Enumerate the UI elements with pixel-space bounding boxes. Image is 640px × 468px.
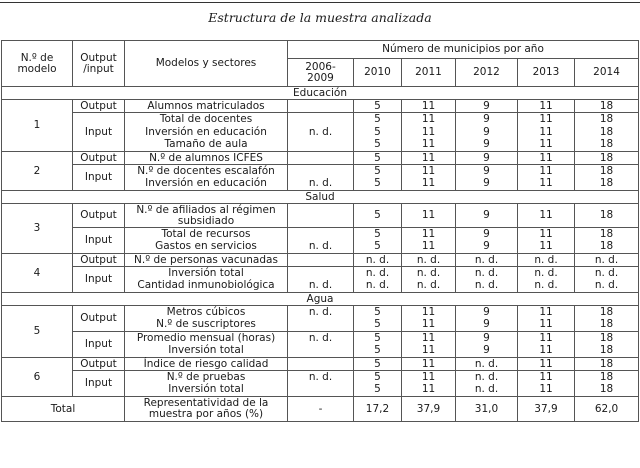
total-value: 31,0 — [456, 397, 518, 422]
model-number: 1 — [2, 100, 73, 152]
value-2013: 11 — [518, 228, 575, 241]
value-2012: 9 — [456, 113, 518, 126]
value-2012: 9 — [456, 126, 518, 139]
model-number: 4 — [2, 254, 73, 293]
value-2013: 11 — [518, 384, 575, 397]
value-2010: 5 — [354, 228, 402, 241]
total-value: - — [288, 397, 354, 422]
value-2011: 11 — [402, 139, 456, 152]
value-2006-2009 — [288, 204, 354, 228]
value-2012: 9 — [456, 178, 518, 191]
value-2014: 18 — [575, 228, 639, 241]
value-2014: n. d. — [575, 267, 639, 280]
value-2012: 9 — [456, 152, 518, 165]
value-2010: 5 — [354, 126, 402, 139]
value-2014: 18 — [575, 241, 639, 254]
value-2014: 18 — [575, 178, 639, 191]
value-2006-2009 — [288, 228, 354, 241]
section-row — [2, 191, 639, 204]
value-2014: 18 — [575, 358, 639, 371]
indicator-label: Metros cúbicos — [125, 306, 288, 319]
indicator-label: Inversión en educación — [125, 178, 288, 191]
value-2011: 11 — [402, 358, 456, 371]
table-caption: Estructura de la muestra analizada — [208, 10, 432, 25]
indicator-label: Tamaño de aula — [125, 139, 288, 152]
section-salud: Salud — [2, 191, 639, 204]
indicator-label: Inversión total — [125, 345, 288, 358]
value-2006-2009: n. d. — [288, 280, 354, 293]
header-output-input-line: Output — [80, 51, 117, 64]
value-2006-2009 — [288, 319, 354, 332]
value-2014: 18 — [575, 139, 639, 152]
value-2010: n. d. — [354, 280, 402, 293]
value-2012: 9 — [456, 204, 518, 228]
value-2014: 18 — [575, 165, 639, 178]
row-type: Output — [73, 254, 125, 267]
value-2011: 11 — [402, 165, 456, 178]
value-2013: 11 — [518, 345, 575, 358]
value-2010: 5 — [354, 139, 402, 152]
data-row — [2, 100, 639, 113]
value-2011: 11 — [402, 345, 456, 358]
value-2012: n. d. — [456, 384, 518, 397]
header-model-no-line: modelo — [17, 62, 57, 75]
value-2012: 9 — [456, 139, 518, 152]
indicator-label: Alumnos matriculados — [125, 100, 288, 113]
value-2006-2009: n. d. — [288, 332, 354, 345]
header-year: 2013 — [518, 59, 575, 87]
value-2013: 11 — [518, 306, 575, 319]
value-2011: 11 — [402, 241, 456, 254]
indicator-label: N.º de afiliados al régimen subsidiado — [125, 204, 288, 228]
value-2014: n. d. — [575, 254, 639, 267]
value-2010: 5 — [354, 100, 402, 113]
data-row — [2, 332, 639, 345]
value-2014: 18 — [575, 126, 639, 139]
value-2011: 11 — [402, 371, 456, 384]
value-2012: 9 — [456, 306, 518, 319]
value-2006-2009: n. d. — [288, 126, 354, 139]
indicator-label: Inversión total — [125, 384, 288, 397]
section-row — [2, 293, 639, 306]
value-2014: 18 — [575, 152, 639, 165]
value-2010: 5 — [354, 371, 402, 384]
value-2006-2009 — [288, 358, 354, 371]
value-2006-2009: n. d. — [288, 178, 354, 191]
header-year: 2011 — [402, 59, 456, 87]
indicator-label: Inversión total — [125, 267, 288, 280]
value-2011: 11 — [402, 319, 456, 332]
value-2013: 11 — [518, 126, 575, 139]
value-2013: 11 — [518, 358, 575, 371]
value-2006-2009 — [288, 254, 354, 267]
value-2014: n. d. — [575, 280, 639, 293]
header-model-no — [2, 41, 73, 87]
value-2011: 11 — [402, 204, 456, 228]
total-label: Total — [2, 397, 125, 422]
value-2006-2009 — [288, 113, 354, 126]
total-description: Representatividad de la muestra por años (%) — [125, 397, 288, 422]
value-2006-2009: n. d. — [288, 241, 354, 254]
value-2012: 9 — [456, 345, 518, 358]
value-2011: 11 — [402, 228, 456, 241]
value-2006-2009 — [288, 152, 354, 165]
value-2010: 5 — [354, 332, 402, 345]
header-year: 2010 — [354, 59, 402, 87]
value-2014: 18 — [575, 332, 639, 345]
value-2010: 5 — [354, 165, 402, 178]
value-2014: 18 — [575, 384, 639, 397]
header-row — [2, 41, 639, 59]
value-2013: 11 — [518, 371, 575, 384]
value-2011: 11 — [402, 152, 456, 165]
value-2011: 11 — [402, 100, 456, 113]
total-value: 37,9 — [402, 397, 456, 422]
data-row — [2, 113, 639, 126]
value-2012: n. d. — [456, 280, 518, 293]
value-2011: 11 — [402, 384, 456, 397]
row-type: Input — [73, 267, 125, 293]
sample-structure-table — [1, 40, 639, 422]
value-2010: 5 — [354, 358, 402, 371]
value-2013: 11 — [518, 113, 575, 126]
row-type: Output — [73, 358, 125, 371]
row-type: Output — [73, 152, 125, 165]
value-2011: 11 — [402, 113, 456, 126]
value-2013: 11 — [518, 152, 575, 165]
value-2013: 11 — [518, 139, 575, 152]
value-2013: 11 — [518, 178, 575, 191]
data-row — [2, 306, 639, 319]
value-2010: n. d. — [354, 254, 402, 267]
header-year: 2006- 2009 — [288, 59, 354, 87]
table-body — [2, 41, 639, 422]
indicator-label: Índice de riesgo calidad — [125, 358, 288, 371]
indicator-label: Cantidad inmunobiológica — [125, 280, 288, 293]
value-2006-2009 — [288, 384, 354, 397]
value-2012: 9 — [456, 319, 518, 332]
header-year: 2012 — [456, 59, 518, 87]
value-2014: 18 — [575, 371, 639, 384]
value-2012: 9 — [456, 228, 518, 241]
data-row — [2, 371, 639, 384]
value-2010: 5 — [354, 241, 402, 254]
value-2006-2009 — [288, 100, 354, 113]
data-row — [2, 267, 639, 280]
value-2011: 11 — [402, 306, 456, 319]
row-type: Output — [73, 306, 125, 332]
data-row — [2, 152, 639, 165]
header-output-input — [73, 41, 125, 87]
value-2010: 5 — [354, 178, 402, 191]
value-2013: 11 — [518, 241, 575, 254]
value-2013: n. d. — [518, 267, 575, 280]
row-type: Input — [73, 228, 125, 254]
value-2014: 18 — [575, 204, 639, 228]
header-models-sectors: Modelos y sectores — [125, 41, 288, 87]
section-agua: Agua — [2, 293, 639, 306]
section-educacion: Educación — [2, 87, 639, 100]
row-type: Output — [73, 204, 125, 228]
value-2006-2009 — [288, 139, 354, 152]
indicator-label: N.º de suscriptores — [125, 319, 288, 332]
model-number: 6 — [2, 358, 73, 397]
value-2010: n. d. — [354, 267, 402, 280]
data-row — [2, 228, 639, 241]
data-row — [2, 254, 639, 267]
data-row — [2, 165, 639, 178]
value-2010: 5 — [354, 306, 402, 319]
value-2014: 18 — [575, 306, 639, 319]
value-2010: 5 — [354, 384, 402, 397]
value-2011: n. d. — [402, 280, 456, 293]
total-value: 17,2 — [354, 397, 402, 422]
value-2006-2009 — [288, 165, 354, 178]
indicator-label: Gastos en servicios — [125, 241, 288, 254]
value-2012: n. d. — [456, 371, 518, 384]
value-2013: 11 — [518, 332, 575, 345]
row-type: Input — [73, 165, 125, 191]
value-2010: 5 — [354, 152, 402, 165]
indicator-label: N.º de personas vacunadas — [125, 254, 288, 267]
value-2012: 9 — [456, 332, 518, 345]
section-row — [2, 87, 639, 100]
value-2011: 11 — [402, 178, 456, 191]
row-type: Input — [73, 332, 125, 358]
indicator-label: N.º de alumnos ICFES — [125, 152, 288, 165]
value-2013: 11 — [518, 100, 575, 113]
top-rule — [0, 2, 640, 3]
indicator-label: Promedio mensual (horas) — [125, 332, 288, 345]
indicator-label: N.º de pruebas — [125, 371, 288, 384]
value-2011: n. d. — [402, 267, 456, 280]
value-2014: 18 — [575, 345, 639, 358]
value-2014: 18 — [575, 100, 639, 113]
row-type: Input — [73, 113, 125, 152]
value-2006-2009: n. d. — [288, 306, 354, 319]
value-2013: 11 — [518, 165, 575, 178]
value-2010: 5 — [354, 345, 402, 358]
value-2012: n. d. — [456, 267, 518, 280]
value-2012: 9 — [456, 100, 518, 113]
total-value: 62,0 — [575, 397, 639, 422]
value-2011: 11 — [402, 126, 456, 139]
value-2012: 9 — [456, 165, 518, 178]
value-2012: n. d. — [456, 358, 518, 371]
indicator-label: N.º de docentes escalafón — [125, 165, 288, 178]
value-2014: 18 — [575, 319, 639, 332]
header-municipalities: Número de municipios por año — [288, 41, 639, 59]
header-year: 2014 — [575, 59, 639, 87]
total-value: 37,9 — [518, 397, 575, 422]
value-2013: 11 — [518, 204, 575, 228]
value-2010: 5 — [354, 204, 402, 228]
model-number: 3 — [2, 204, 73, 254]
value-2012: n. d. — [456, 254, 518, 267]
value-2010: 5 — [354, 319, 402, 332]
value-2013: 11 — [518, 319, 575, 332]
row-type: Output — [73, 100, 125, 113]
value-2006-2009: n. d. — [288, 371, 354, 384]
model-number: 5 — [2, 306, 73, 358]
value-2013: n. d. — [518, 280, 575, 293]
value-2010: 5 — [354, 113, 402, 126]
value-2011: n. d. — [402, 254, 456, 267]
data-row — [2, 358, 639, 371]
value-2006-2009 — [288, 345, 354, 358]
value-2013: n. d. — [518, 254, 575, 267]
total-row — [2, 397, 639, 422]
indicator-label: Inversión en educación — [125, 126, 288, 139]
data-row — [2, 204, 639, 228]
indicator-label: Total de docentes — [125, 113, 288, 126]
header-output-input-line: /input — [83, 62, 114, 75]
model-number: 2 — [2, 152, 73, 191]
value-2012: 9 — [456, 241, 518, 254]
header-model-no-line: N.º de — [20, 51, 54, 64]
indicator-label: Total de recursos — [125, 228, 288, 241]
value-2006-2009 — [288, 267, 354, 280]
row-type: Input — [73, 371, 125, 397]
value-2014: 18 — [575, 113, 639, 126]
value-2011: 11 — [402, 332, 456, 345]
